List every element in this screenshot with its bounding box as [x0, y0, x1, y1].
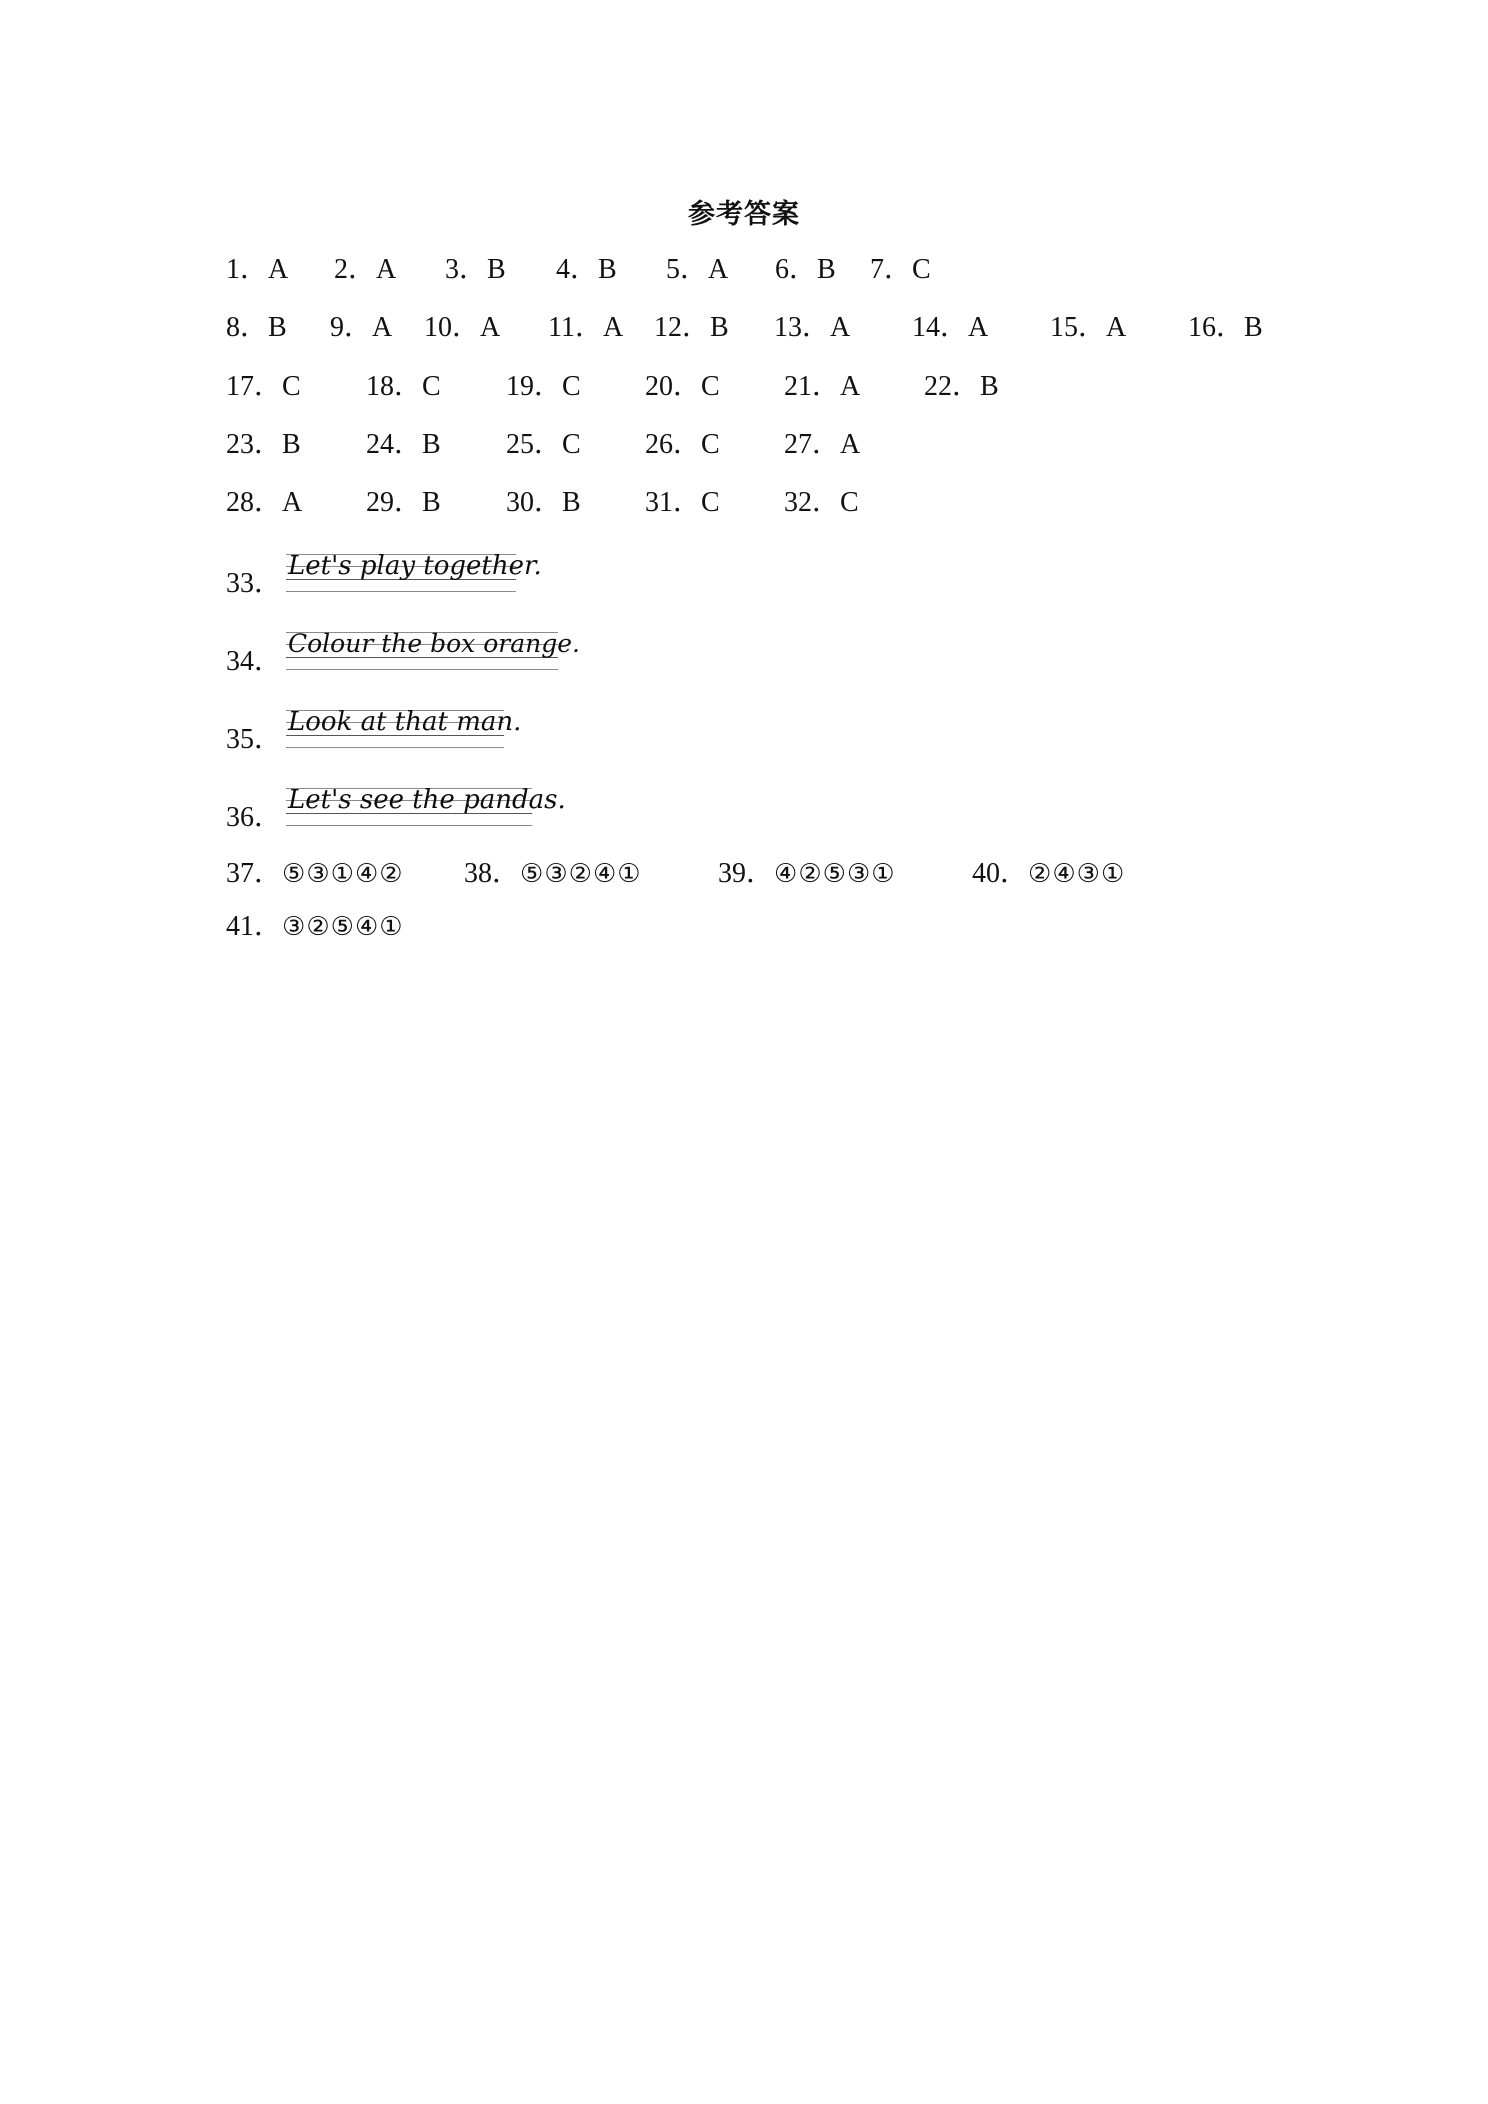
answer-item: 26．C [645, 429, 720, 460]
answer-item: 9．A [330, 312, 393, 343]
answer-item: 25．C [506, 429, 581, 460]
page-title: 参考答案 [688, 199, 800, 230]
answer-item: 27．A [784, 429, 861, 460]
answer-item: 40．②④③① [972, 858, 1126, 889]
answer-item: 18．C [366, 371, 441, 402]
answer-item: 2．A [334, 254, 397, 285]
answer-item: 17．C [226, 371, 301, 402]
answer-item: 24．B [366, 429, 441, 460]
answer-item: 21．A [784, 371, 861, 402]
question-number: 33． [226, 568, 283, 599]
writing-lines [286, 782, 566, 826]
answer-item: 12．B [654, 312, 729, 343]
answer-item: 29．B [366, 487, 441, 518]
answer-item: 37．⑤③①④② [226, 858, 404, 889]
handwritten-sentence: Colour the box orange. [288, 629, 580, 658]
answer-item: 41．③②⑤④① [226, 911, 404, 942]
handwritten-sentence: Look at that man. [288, 707, 522, 737]
answer-item: 23．B [226, 429, 301, 460]
answer-item: 15．A [1050, 312, 1127, 343]
answer-item: 10．A [424, 312, 501, 343]
writing-lines [286, 626, 580, 670]
question-number: 36． [226, 802, 283, 833]
question-number: 35． [226, 724, 283, 755]
handwritten-sentence: Let's see the pandas. [288, 785, 566, 815]
question-number: 34． [226, 646, 283, 677]
answer-item: 19．C [506, 371, 581, 402]
answer-item: 13．A [774, 312, 851, 343]
answer-item: 8．B [226, 312, 287, 343]
answer-item: 39．④②⑤③① [718, 858, 896, 889]
answer-item: 16．B [1188, 312, 1263, 343]
answer-item: 14．A [912, 312, 989, 343]
answer-item: 6．B [775, 254, 836, 285]
answer-item: 20．C [645, 371, 720, 402]
writing-lines [286, 548, 542, 592]
answer-item: 7．C [870, 254, 931, 285]
answer-item: 38．⑤③②④① [464, 858, 642, 889]
answer-item: 5．A [666, 254, 729, 285]
answer-item: 31．C [645, 487, 720, 518]
answer-item: 1．A [226, 254, 289, 285]
answer-item: 28．A [226, 487, 303, 518]
answer-item: 3．B [445, 254, 506, 285]
answer-item: 11．A [548, 312, 624, 343]
answer-item: 4．B [556, 254, 617, 285]
writing-lines [286, 704, 522, 748]
answer-item: 32．C [784, 487, 859, 518]
handwritten-sentence: Let's play together. [288, 551, 542, 581]
answer-item: 22．B [924, 371, 999, 402]
answer-item: 30．B [506, 487, 581, 518]
